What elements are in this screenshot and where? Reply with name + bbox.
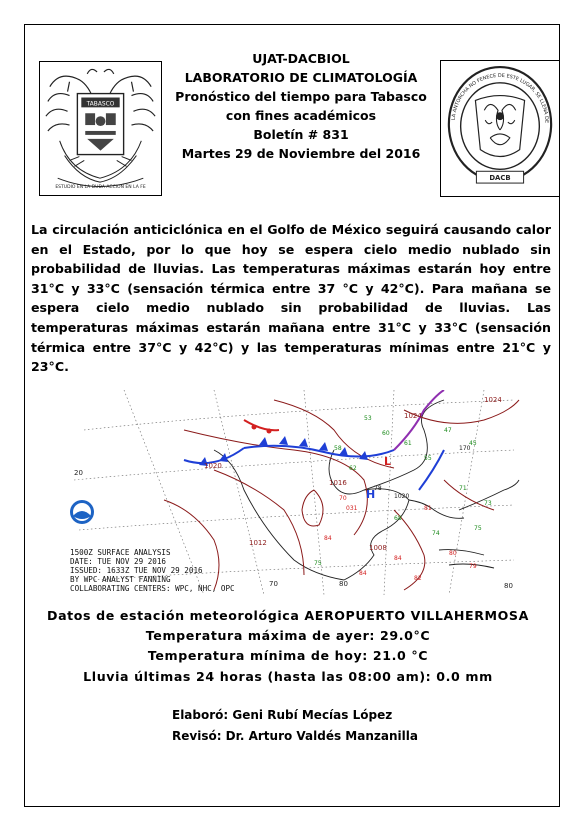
low-pressure-label: L <box>384 455 392 468</box>
title-line-1: Pronóstico del tiempo para Tabasco <box>175 89 427 104</box>
map-caption-line: ISSUED: 1633Z TUE NOV 29 2016 <box>70 566 203 575</box>
svg-text:47: 47 <box>444 427 452 434</box>
ujat-seal-icon <box>40 62 161 195</box>
latitude-label: 20 <box>74 469 83 477</box>
prepared-by: Elaboró: Geni Rubí Mecías López <box>172 708 393 722</box>
svg-text:79: 79 <box>469 563 477 570</box>
svg-text:84: 84 <box>359 570 367 577</box>
noaa-logo-icon <box>70 500 94 524</box>
institution-name: UJAT-DACBIOL <box>252 51 350 66</box>
map-caption-line: DATE: TUE NOV 29 2016 <box>70 557 167 566</box>
credits <box>172 705 492 747</box>
svg-text:74: 74 <box>432 530 440 537</box>
svg-text:031: 031 <box>346 505 358 512</box>
svg-text:70: 70 <box>339 495 347 502</box>
svg-text:75: 75 <box>474 525 482 532</box>
ujat-logo <box>39 61 162 196</box>
seal-bottom-text: DACB <box>489 174 511 183</box>
longitude-label: 80 <box>504 582 513 590</box>
seal-motto: ESTUDIO EN LA DUDA ACCION EN LA FE <box>55 185 146 191</box>
isobar-label: 1024 <box>404 412 422 420</box>
svg-text:60: 60 <box>382 430 390 437</box>
svg-text:75: 75 <box>314 560 322 567</box>
reviewed-by: Revisó: Dr. Arturo Valdés Manzanilla <box>172 729 418 743</box>
map-caption-line: COLLABORATING CENTERS: WPC, NHC, OPC <box>70 584 235 593</box>
longitude-label: 70 <box>269 580 278 588</box>
surface-analysis-map <box>64 390 522 595</box>
svg-text:81: 81 <box>424 505 432 512</box>
isobar-label: 1016 <box>329 479 347 487</box>
svg-text:62: 62 <box>349 465 357 472</box>
isobar-label: 1024 <box>484 396 502 404</box>
bulletin-date: Martes 29 de Noviembre del 2016 <box>181 146 421 161</box>
map-caption-line: BY WPC ANALYST FANNING <box>70 575 171 584</box>
svg-text:61: 61 <box>404 440 412 447</box>
shield-text: TABASCO <box>86 101 115 108</box>
seal-ring-text: LA ANTORCHA NO FENECE DE ESTE LUGAR, SE LLENA DE <box>450 72 550 124</box>
svg-text:55: 55 <box>424 455 432 462</box>
svg-text:80: 80 <box>449 550 457 557</box>
max-temperature: Temperatura máxima de ayer: 29.0°C <box>145 628 431 644</box>
title-line-2: con fines académicos <box>225 108 377 123</box>
map-caption-line: 1500Z SURFACE ANALYSIS <box>70 548 171 557</box>
dacb-seal-icon <box>441 61 559 196</box>
svg-text:1020: 1020 <box>394 493 410 500</box>
isobar-label: 1012 <box>249 539 267 547</box>
svg-text:78: 78 <box>374 485 382 492</box>
high-pressure-label: H <box>366 488 376 501</box>
dacb-logo <box>440 60 560 197</box>
rainfall-24h: Lluvia últimas 24 horas (hasta las 08:00 am): 0.0 mm <box>83 668 493 684</box>
svg-text:45: 45 <box>469 440 477 447</box>
svg-text:170: 170 <box>459 445 471 452</box>
isobar-label: 1020 <box>204 462 222 470</box>
laboratory-name: LABORATORIO DE CLIMATOLOGÍA <box>184 70 418 85</box>
forecast-paragraph: La circulación anticiclónica en el Golfo de México seguirá causando calor en el Estado, por lo que hoy se espera cielo medio nublado sin probabilidad de lluvias. Las temperaturas máximas estarán hoy entre 31°C y 33°C (sensación térmica entre 37 °C y 42°C). Para mañana se espera cielo medio nublado sin probabilidad de lluvias. Las temperaturas máximas estarán mañana entre 31°C y 33°C (sensación térmica entre 37°C y 42°C) y las temperaturas mínimas entre 21°C y 23°C. <box>31 222 551 375</box>
station-data <box>40 606 536 687</box>
bulletin-number: Boletín # 831 <box>253 127 349 142</box>
svg-text:53: 53 <box>364 415 372 422</box>
svg-text:71: 71 <box>459 485 467 492</box>
longitude-label: 80 <box>339 580 348 588</box>
min-temperature: Temperatura mínima de hoy: 21.0 °C <box>147 648 429 664</box>
svg-text:82: 82 <box>414 575 422 582</box>
svg-text:58: 58 <box>334 445 342 452</box>
isobar-label: 1008 <box>369 544 387 552</box>
station-title: Datos de estación meteorológica AEROPUERTO VILLAHERMOSA <box>47 608 529 623</box>
weather-map-image <box>64 390 522 595</box>
svg-text:73: 73 <box>484 500 492 507</box>
svg-text:68: 68 <box>394 515 402 522</box>
svg-text:84: 84 <box>324 535 332 542</box>
svg-text:84: 84 <box>394 555 402 562</box>
bulletin-header <box>170 49 432 163</box>
